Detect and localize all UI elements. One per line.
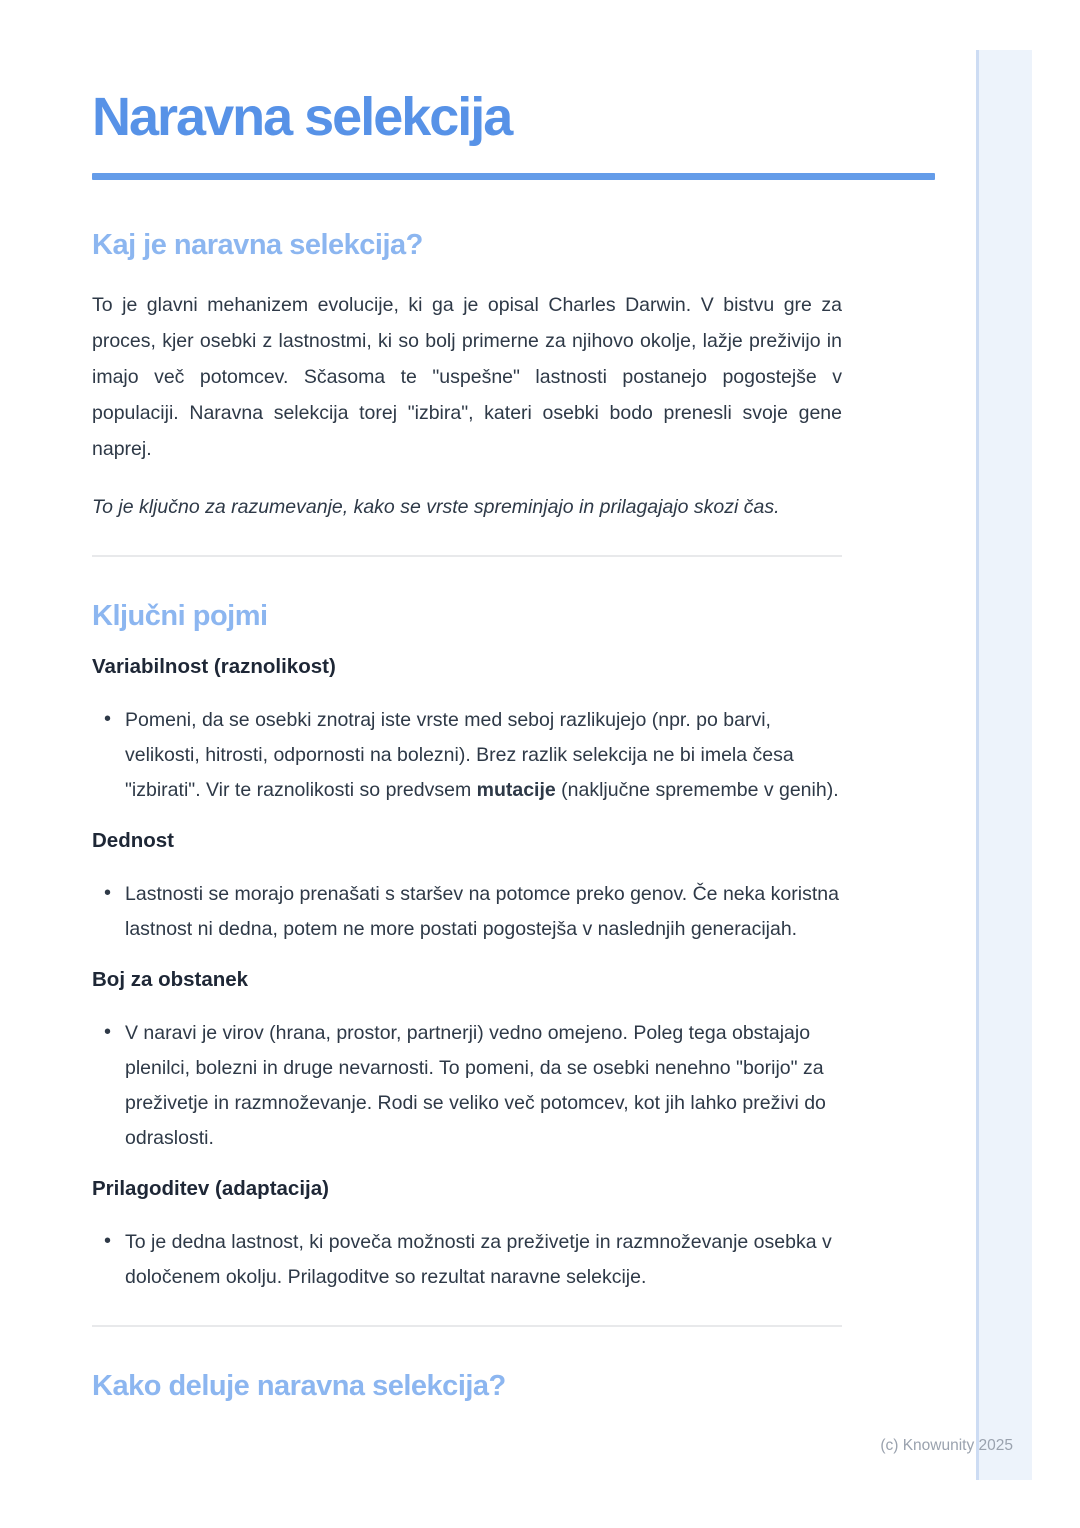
list-item	[125, 1225, 842, 1295]
term-bullet-list	[92, 877, 842, 947]
bullet-text: (naključne spremembe v genih).	[555, 779, 839, 802]
bullet-text: V naravi je virov (hrana, prostor, partnerji) vedno omejeno. Poleg tega obstajajo plenilci, bolezni in druge nevarnosti. To pomeni, da se osebki nenehno "borijo" za preživetje in razmnoževanje. Rodi se veliko več potomcev, kot jih lahko preživi do odraslosti.	[125, 1022, 826, 1150]
list-item	[125, 1016, 842, 1156]
copyright-notice: (c) Knowunity 2025	[880, 1437, 1013, 1454]
term-heading-struggle: Boj za obstanek	[92, 968, 249, 992]
right-margin-stripe	[976, 50, 1032, 1480]
term-heading-adaptation: Prilagoditev (adaptacija)	[92, 1177, 329, 1201]
section-heading-key-terms: Ključni pojmi	[92, 600, 268, 633]
title-underline	[92, 173, 935, 180]
section-heading-how-it-works: Kako deluje naravna selekcija?	[92, 1370, 506, 1403]
bullet-text: To je dedna lastnost, ki poveča možnosti za preživetje in razmnoževanje osebka v določenem okolju. Prilagoditve so rezultat naravne selekcije.	[125, 1231, 832, 1289]
term-bullet-list	[92, 703, 842, 808]
bullet-text: Lastnosti se morajo prenašati s staršev na potomce preko genov. Če neka koristna lastnost ni dedna, potem ne more postati pogostejša v naslednjih generacijah.	[125, 883, 839, 941]
term-heading-variability: Variabilnost (raznolikost)	[92, 655, 336, 679]
section-heading-what-is: Kaj je naravna selekcija?	[92, 229, 423, 262]
section-divider	[92, 1325, 842, 1327]
page-title: Naravna selekcija	[92, 87, 512, 147]
list-item	[125, 703, 842, 808]
list-item	[125, 877, 842, 947]
term-bullet-list	[92, 1225, 842, 1295]
intro-note-italic: To je ključno za razumevanje, kako se vrste spreminjajo in prilagajajo skozi čas.	[92, 496, 780, 519]
term-bullet-list	[92, 1016, 842, 1156]
section-divider	[92, 555, 842, 557]
bullet-text: Pomeni, da se osebki znotraj iste vrste med seboj razlikujejo (npr. po barvi, velikosti, hitrosti, odpornosti na bolezni). Brez razlik selekcija ne bi imela česa "izbirati". Vir te raznolikosti so predvsem	[125, 709, 794, 802]
intro-paragraph: To je glavni mehanizem evolucije, ki ga je opisal Charles Darwin. V bistvu gre za proces, kjer osebki z lastnostmi, ki so bolj primerne za njihovo okolje, lažje preživijo in imajo več potomcev. Sčasoma te "uspešne" lastnosti postanejo pogostejše v populaciji. Naravna selekcija torej "izbira", kateri osebki bodo prenesli svoje gene naprej.	[92, 294, 842, 461]
bullet-text-bold: mutacije	[476, 779, 556, 802]
term-heading-heredity: Dednost	[92, 829, 174, 853]
